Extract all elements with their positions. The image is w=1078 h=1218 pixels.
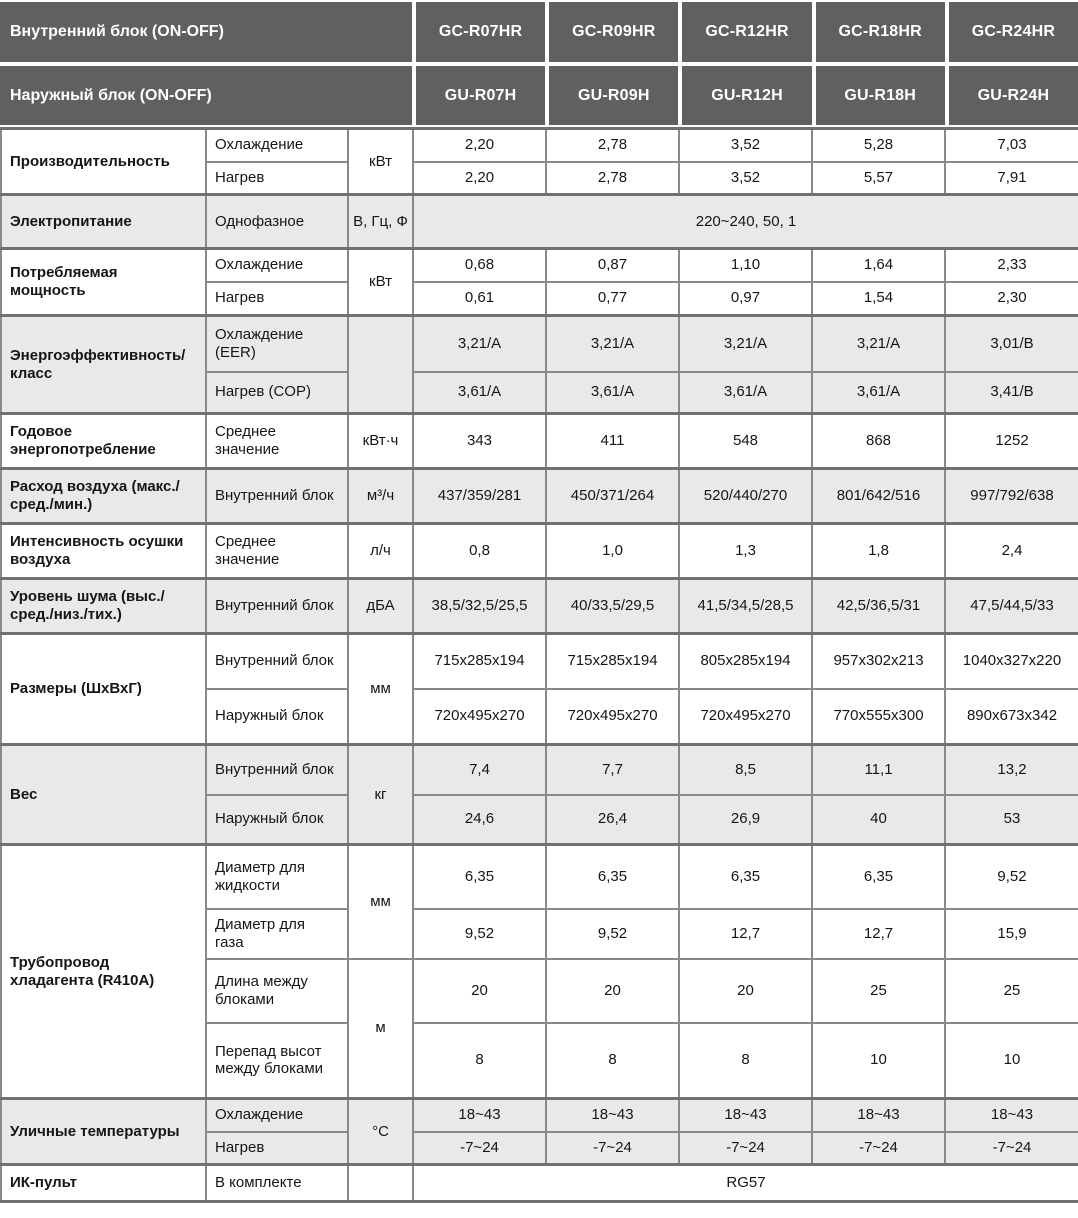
value-cell: 1040x327x220 — [945, 634, 1078, 689]
value-cell: 18~43 — [413, 1099, 546, 1132]
header-row-indoor — [0, 2, 1078, 62]
value-cell: 1,8 — [812, 524, 945, 579]
sublabel-cell: Внутренний блок — [206, 469, 348, 524]
value-cell: 40 — [812, 795, 945, 845]
spec-row — [1, 129, 1078, 162]
category-cell: Производительность — [1, 129, 206, 195]
unit-cell: м — [348, 959, 413, 1099]
sublabel-cell: Нагрев — [206, 1132, 348, 1165]
model-header-cell: GU-R12H — [678, 66, 811, 125]
sublabel-cell: В комплекте — [206, 1165, 348, 1202]
value-cell: 9,52 — [413, 909, 546, 959]
value-cell: 8 — [679, 1023, 812, 1099]
unit-cell: л/ч — [348, 524, 413, 579]
value-cell: 3,61/A — [546, 372, 679, 414]
value-cell: 47,5/44,5/33 — [945, 579, 1078, 634]
value-cell: 41,5/34,5/28,5 — [679, 579, 812, 634]
sublabel-cell: Перепад высот между блоками — [206, 1023, 348, 1099]
sublabel-cell: Наружный блок — [206, 689, 348, 745]
sublabel-cell: Внутренний блок — [206, 745, 348, 795]
value-cell: 5,28 — [812, 129, 945, 162]
value-cell: 0,68 — [413, 249, 546, 282]
unit-cell: кВт — [348, 129, 413, 195]
value-cell: 2,30 — [945, 282, 1078, 316]
model-header-cell: GC-R09HR — [545, 2, 678, 62]
value-cell: 9,52 — [546, 909, 679, 959]
value-cell: 5,57 — [812, 162, 945, 195]
value-cell: 0,97 — [679, 282, 812, 316]
value-cell: 0,8 — [413, 524, 546, 579]
value-cell: 25 — [812, 959, 945, 1023]
value-cell: 18~43 — [546, 1099, 679, 1132]
model-header-cell: GC-R18HR — [812, 2, 945, 62]
value-cell: 13,2 — [945, 745, 1078, 795]
value-cell: 18~43 — [679, 1099, 812, 1132]
spec-row — [1, 745, 1078, 795]
value-cell: 3,52 — [679, 129, 812, 162]
value-cell: 9,52 — [945, 845, 1078, 909]
value-cell: 3,21/A — [679, 316, 812, 372]
value-cell: 10 — [812, 1023, 945, 1099]
model-header-cell: GU-R09H — [545, 66, 678, 125]
spec-table — [0, 127, 1078, 1203]
value-cell: 343 — [413, 414, 546, 469]
sublabel-cell: Внутренний блок — [206, 634, 348, 689]
spec-row — [1, 249, 1078, 282]
value-cell: 548 — [679, 414, 812, 469]
value-cell: 20 — [679, 959, 812, 1023]
spec-row — [1, 469, 1078, 524]
value-cell: 1,54 — [812, 282, 945, 316]
outdoor-unit-header-label: Наружный блок (ON-OFF) — [0, 66, 412, 125]
sublabel-cell: Длина между блоками — [206, 959, 348, 1023]
unit-cell: кг — [348, 745, 413, 845]
spec-row — [1, 414, 1078, 469]
value-cell: 3,01/B — [945, 316, 1078, 372]
value-cell: 411 — [546, 414, 679, 469]
value-cell: 26,4 — [546, 795, 679, 845]
value-cell: 53 — [945, 795, 1078, 845]
category-cell: Размеры (ШхВхГ) — [1, 634, 206, 745]
category-cell: Уличные температуры — [1, 1099, 206, 1165]
indoor-unit-header-label: Внутренний блок (ON-OFF) — [0, 2, 412, 62]
value-cell: 42,5/36,5/31 — [812, 579, 945, 634]
spec-row — [1, 195, 1078, 249]
category-cell: Расход воздуха (макс./сред./мин.) — [1, 469, 206, 524]
value-cell: 6,35 — [546, 845, 679, 909]
unit-cell — [348, 316, 413, 414]
value-cell: 715x285x194 — [413, 634, 546, 689]
value-cell: 8 — [546, 1023, 679, 1099]
value-cell: 26,9 — [679, 795, 812, 845]
value-cell: 7,7 — [546, 745, 679, 795]
value-cell: 12,7 — [812, 909, 945, 959]
value-cell: 40/33,5/29,5 — [546, 579, 679, 634]
value-cell: 805x285x194 — [679, 634, 812, 689]
value-cell: 3,52 — [679, 162, 812, 195]
value-cell: 1,64 — [812, 249, 945, 282]
value-cell: 6,35 — [413, 845, 546, 909]
value-cell: 11,1 — [812, 745, 945, 795]
category-cell: Годовое энергопотребление — [1, 414, 206, 469]
unit-cell: мм — [348, 845, 413, 959]
value-cell: 1,3 — [679, 524, 812, 579]
category-cell: Электропитание — [1, 195, 206, 249]
value-cell: 0,61 — [413, 282, 546, 316]
value-cell: 450/371/264 — [546, 469, 679, 524]
value-cell: 3,21/A — [413, 316, 546, 372]
spec-row — [1, 1099, 1078, 1132]
spec-row — [1, 634, 1078, 689]
value-cell: 0,77 — [546, 282, 679, 316]
value-cell: 720x495x270 — [413, 689, 546, 745]
value-cell: 890x673x342 — [945, 689, 1078, 745]
value-cell: -7~24 — [546, 1132, 679, 1165]
value-cell: 2,78 — [546, 129, 679, 162]
value-cell: -7~24 — [413, 1132, 546, 1165]
value-cell: 3,21/A — [812, 316, 945, 372]
model-header-cell: GU-R24H — [945, 66, 1078, 125]
model-header-cell: GU-R18H — [812, 66, 945, 125]
value-cell: 7,4 — [413, 745, 546, 795]
value-cell: 720x495x270 — [546, 689, 679, 745]
value-cell: 7,03 — [945, 129, 1078, 162]
value-cell: 3,41/B — [945, 372, 1078, 414]
unit-cell: кВт — [348, 249, 413, 316]
merged-value-cell: RG57 — [413, 1165, 1078, 1202]
unit-cell — [348, 1165, 413, 1202]
sublabel-cell: Наружный блок — [206, 795, 348, 845]
spec-row — [1, 316, 1078, 372]
category-cell: Интенсивность осушки воздуха — [1, 524, 206, 579]
category-cell: Потребляемая мощность — [1, 249, 206, 316]
category-cell: Уровень шума (выс./сред./низ./тих.) — [1, 579, 206, 634]
sublabel-cell: Охлаждение — [206, 249, 348, 282]
value-cell: 2,4 — [945, 524, 1078, 579]
sublabel-cell: Однофазное — [206, 195, 348, 249]
value-cell: 12,7 — [679, 909, 812, 959]
merged-value-cell: 220~240, 50, 1 — [413, 195, 1078, 249]
category-cell: Вес — [1, 745, 206, 845]
value-cell: 6,35 — [679, 845, 812, 909]
value-cell: 8 — [413, 1023, 546, 1099]
spec-row — [1, 845, 1078, 909]
value-cell: 8,5 — [679, 745, 812, 795]
value-cell: 2,20 — [413, 162, 546, 195]
value-cell: 18~43 — [812, 1099, 945, 1132]
value-cell: 2,78 — [546, 162, 679, 195]
header-row-outdoor — [0, 66, 1078, 125]
unit-cell: дБА — [348, 579, 413, 634]
sublabel-cell: Охлаждение — [206, 1099, 348, 1132]
value-cell: 38,5/32,5/25,5 — [413, 579, 546, 634]
unit-cell: В, Гц, Ф — [348, 195, 413, 249]
value-cell: 1252 — [945, 414, 1078, 469]
value-cell: 997/792/638 — [945, 469, 1078, 524]
value-cell: 520/440/270 — [679, 469, 812, 524]
value-cell: 25 — [945, 959, 1078, 1023]
value-cell: 1,0 — [546, 524, 679, 579]
model-header-cell: GC-R24HR — [945, 2, 1078, 62]
value-cell: 18~43 — [945, 1099, 1078, 1132]
sublabel-cell: Нагрев — [206, 162, 348, 195]
value-cell: 20 — [546, 959, 679, 1023]
category-cell: Трубопровод хладагента (R410A) — [1, 845, 206, 1099]
value-cell: 720x495x270 — [679, 689, 812, 745]
unit-cell: м³/ч — [348, 469, 413, 524]
unit-cell: мм — [348, 634, 413, 745]
value-cell: 957x302x213 — [812, 634, 945, 689]
model-header-cell: GC-R12HR — [678, 2, 811, 62]
value-cell: 2,33 — [945, 249, 1078, 282]
sublabel-cell: Диаметр для жидкости — [206, 845, 348, 909]
value-cell: 3,61/A — [413, 372, 546, 414]
value-cell: 801/642/516 — [812, 469, 945, 524]
value-cell: 3,21/A — [546, 316, 679, 372]
spec-row — [1, 524, 1078, 579]
value-cell: 3,61/A — [679, 372, 812, 414]
value-cell: 0,87 — [546, 249, 679, 282]
sublabel-cell: Среднее значение — [206, 414, 348, 469]
value-cell: 20 — [413, 959, 546, 1023]
value-cell: 10 — [945, 1023, 1078, 1099]
value-cell: 6,35 — [812, 845, 945, 909]
value-cell: 24,6 — [413, 795, 546, 845]
sublabel-cell: Среднее значение — [206, 524, 348, 579]
value-cell: 770x555x300 — [812, 689, 945, 745]
value-cell: -7~24 — [945, 1132, 1078, 1165]
category-cell: ИК-пульт — [1, 1165, 206, 1202]
sublabel-cell: Охлаждение — [206, 129, 348, 162]
category-cell: Энергоэффективность/класс — [1, 316, 206, 414]
value-cell: -7~24 — [679, 1132, 812, 1165]
sublabel-cell: Диаметр для газа — [206, 909, 348, 959]
spec-row — [1, 1165, 1078, 1202]
value-cell: 3,61/A — [812, 372, 945, 414]
value-cell: -7~24 — [812, 1132, 945, 1165]
value-cell: 868 — [812, 414, 945, 469]
value-cell: 437/359/281 — [413, 469, 546, 524]
spec-row — [1, 579, 1078, 634]
value-cell: 1,10 — [679, 249, 812, 282]
value-cell: 7,91 — [945, 162, 1078, 195]
sublabel-cell: Нагрев — [206, 282, 348, 316]
value-cell: 15,9 — [945, 909, 1078, 959]
sublabel-cell: Нагрев (COP) — [206, 372, 348, 414]
value-cell: 715x285x194 — [546, 634, 679, 689]
sublabel-cell: Охлаждение (EER) — [206, 316, 348, 372]
model-header-cell: GC-R07HR — [412, 2, 545, 62]
model-header-cell: GU-R07H — [412, 66, 545, 125]
unit-cell: кВт·ч — [348, 414, 413, 469]
unit-cell: °C — [348, 1099, 413, 1165]
value-cell: 2,20 — [413, 129, 546, 162]
sublabel-cell: Внутренний блок — [206, 579, 348, 634]
